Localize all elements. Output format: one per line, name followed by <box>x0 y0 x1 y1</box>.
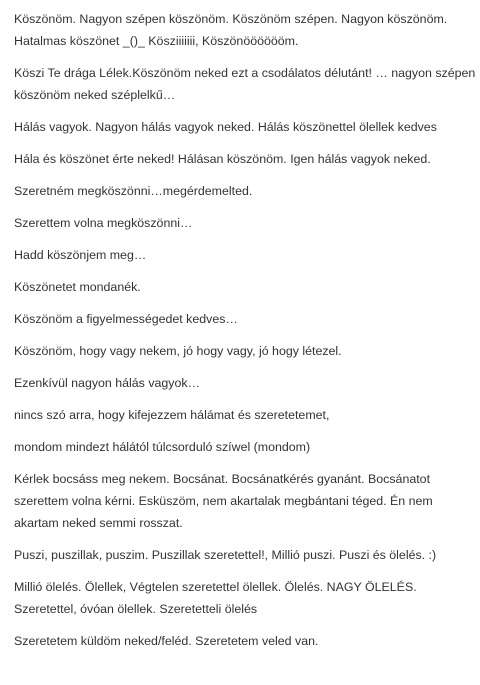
paragraph: Szeretném megköszönni…megérdemelted. <box>14 184 253 198</box>
paragraph: Köszönöm a figyelmességedet kedves… <box>14 312 238 326</box>
paragraph: Szerettem volna megköszönni… <box>14 216 193 230</box>
paragraph: Köszi Te drága Lélek.Köszönöm neked ezt a csodálatos délutánt! … nagyon szépen köszönöm neked széplelkű… <box>14 66 476 102</box>
paragraph: Kérlek bocsáss meg nekem. Bocsánat. Bocsánatkérés gyanánt. Bocsánatot szerettem volna kérni. Esküszöm, nem akartalak megbántani téged. Én nem akartam neked semmi rosszat. <box>14 472 433 530</box>
paragraph: Szeretetem küldöm neked/feléd. Szeretetem veled van. <box>14 634 319 648</box>
paragraph: Köszönöm. Nagyon szépen köszönöm. Köszönöm szépen. Nagyon köszönöm. Hatalmas köszönet _()_ Kösziiiiiii, Köszönööööööm. <box>14 12 448 48</box>
paragraph: Ezenkívül nagyon hálás vagyok… <box>14 376 200 390</box>
document-body <box>14 8 476 662</box>
paragraph: Millió ölelés. Ölellek, Végtelen szeretettel ölellek. Ölelés. NAGY ÖLELÉS. Szeretettel, óvóan ölellek. Szeretetteli ölelés <box>14 580 417 616</box>
paragraph: Hadd köszönjem meg… <box>14 248 147 262</box>
paragraph: Puszi, puszillak, puszim. Puszillak szeretettel!, Millió puszi. Puszi és ölelés. :) <box>14 548 437 562</box>
paragraph: Köszönetet mondanék. <box>14 280 141 294</box>
paragraph: mondom mindezt hálától túlcsorduló szíwel (mondom) <box>14 440 311 454</box>
paragraph: Köszönöm, hogy vagy nekem, jó hogy vagy, jó hogy létezel. <box>14 344 342 358</box>
paragraph: Hála és köszönet érte neked! Hálásan köszönöm. Igen hálás vagyok neked. <box>14 152 431 166</box>
paragraph: nincs szó arra, hogy kifejezzem hálámat és szeretetemet, <box>14 408 330 422</box>
paragraph: Hálás vagyok. Nagyon hálás vagyok neked. Hálás köszönettel ölellek kedves <box>14 120 437 134</box>
